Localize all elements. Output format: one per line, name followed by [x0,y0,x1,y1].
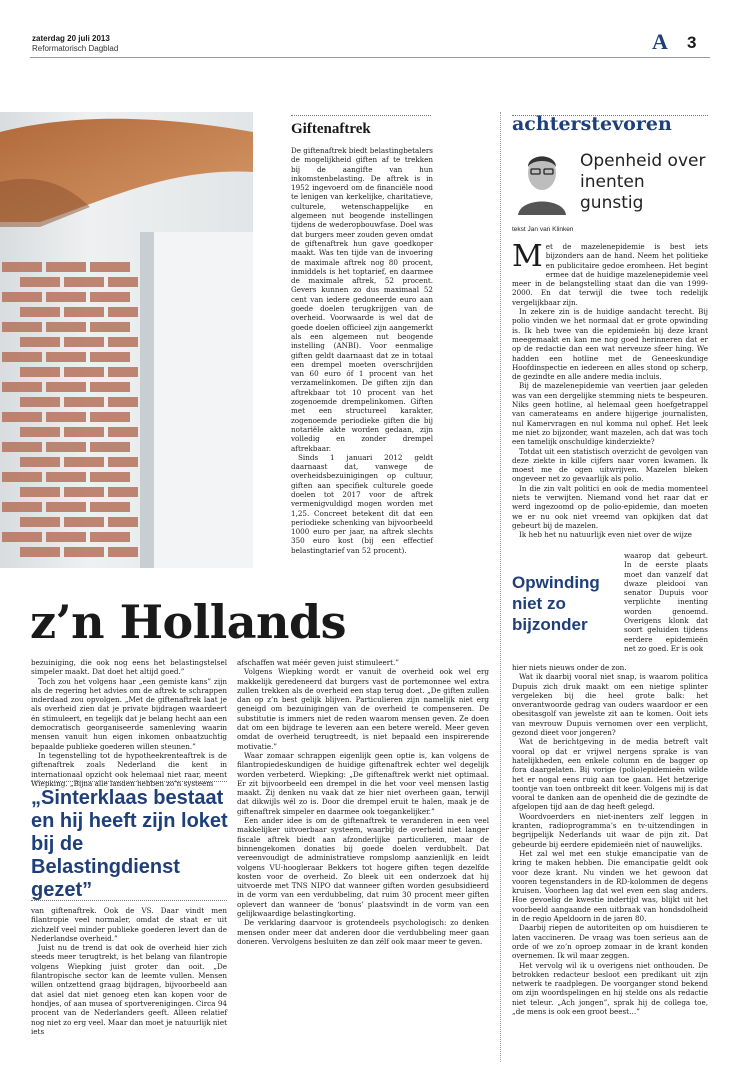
article-headline: z’n Hollands [30,595,346,649]
column-paragraph: Wat de berichtgeving in de media betreft valt vooral op dat er vrijwel nergens sprake is van hatelijkheden, een enkele column en de bagger op fora daargelaten. Bij vorige (polio)epidemieën wilde het er nogal eens ruig aan toe gaan. Het hetzerige toontje van toen ontbreekt dit keer. Volgens mij is dat vooral te danken aan de openheid die de gezindte de afgelopen tijd aan de dag heeft gelegd. [512,737,708,812]
article-paragraph: Een ander idee is om de giftenaftrek te veranderen in een veel makkelijker uitvoerbaar systeem, waarbij de overheid niet langer fiscale aftrek biedt aan afzonderlijke particulieren, maar de binnengekomen donaties bij goede doelen verdubbelt. Dat vereenvoudigt de administratieve rompslomp aanzienlijk en leidt volgens VU-hoogleraar Bekkers tot hogere giften tegen dezelfde kosten voor de overheid. Zo bleek uit een onderzoek dat hij uitvoerde met TNS NIPO dat wanneer giften worden gesubsidieerd in de vorm van een verdubbeling, dat ruim 30 procent meer giften oplevert dan wanneer de ‘bonus’ plaatsvindt in de vorm van een gelijkwaardige belastingkorting. [237,816,489,919]
article-column-1b [31,906,227,1036]
sidebar-paragraph: De giftenaftrek biedt belastingbetalers de mogelijkheid giften af te trekken bij de aangifte van hun inkomstenbelasting. De aftrek is in 1952 ingevoerd om de financiële nood te lenigen van kerkelijke, charitatieve, culturele, wetenschappelijke en algemeen nut beogende instellingen tijdens de wederopbouwfase. Doel was dat burgers meer zouden geven omdat de giftenaftrek hun gave goedkoper maakt. Was ten tijde van de invoering de maximale aftrek nog 80 procent, inmiddels is het toptarief, en daarmee de maximale aftrek, 52 procent. Gevers kunnen zo dus maximaal 52 cent van iedere gedoneerde euro aan goede doelen terugkrijgen van de overheid. Voorwaarde is wel dat de goede doelen officieel zijn aangemerkt als een algemeen nut beogende instelling (ANBI). Voor eenmalige giften geldt daarnaast dat ze in totaal een drempel moeten overschrijden van 60 euro óf 1 procent van het verzamelinkomen. De giften zijn dan aftrekbaar tot 10 procent van het zogenoemde drempelinkomen. Giften met een structureel karakter, zogenoemde periodieke giften die bij notariële akte worden gedaan, zijn volledig en zonder drempel aftrekbaar. [291,146,433,453]
column-paragraph: Wat ik daarbij vooral niet snap, is waarom politica Dupuis zich druk maakt om een nietige splinter vergeleken bij die heel grote balk: het onverantwoorde gedrag van ouders waardoor er een obesitasgolf van jewelste zit aan te komen. Ooit iets van mevrouw Dupuis vernomen over een verplicht, gezond dieet voor jongeren? [512,672,708,738]
article-column-2 [237,658,489,946]
section-logo: A [652,29,668,54]
pull-quote: „Sinterklaas bestaat en hij heeft zijn loket bij de Belastingdienst gezet” [31,787,228,901]
column-paragraph: Het vervolg wil ik u overigens niet onthouden. De betrokken redacteur besloot een predikant uit zijn netwerk te raadplegen. De voorganger stond bekend om zijn woordspelingen en hij stelde ons als redactie niet teleur. „Ach jongen”, sprak hij de collega toe, „de mens is ook een groot beest…” [512,960,708,1016]
column-paragraph: hier niets nieuws onder de zon. [512,663,627,672]
issue-date: zaterdag 20 juli 2013 [32,34,110,43]
column-byline: tekst Jan van Klinken [512,226,574,233]
column-body-top [512,239,708,540]
column-paragraph: Totdat uit een statistisch overzicht de gevolgen van deze ziekte in kille cijfers naar voren kwamen. Ik moest me de ogen uitwrijven. Mazelen bleken ongeveer net zo gevaarlijk als polio. [512,446,708,484]
column-paragraph: Ik heb het nu natuurlijk even niet over de wijze [519,530,692,540]
article-paragraph: Juist nu de trend is dat ook de overheid hier zich steeds meer terugtrekt, is het belang van filantropie volgens Wiepking juist groter dan ooit. „De filantropische sector kan de leemte vullen. Mensen willen ontzettend graag bijdragen, bijvoorbeeld aan dat asiel dat niet genoeg eten kan kopen voor de hondjes, of aan musea of sportverenigingen. Circa 94 procent van de Nederlanders geeft. Alleen relatief nog niet zo erg veel. Maar dan moet je natuurlijk niet iets [31,943,227,1036]
column-paragraph: waarop dat gebeurt. In de eerste plaats moet dan vanzelf dat dwaze pleidooi van senator Dupuis voor verplichte inenting worden genoemd. Overigens klonk dat soort geluiden tijdens eerdere epidemieën net zo goed. Er is ook [624,551,708,653]
article-paragraph: bezuiniging, die ook nog eens het belastingstelsel simpeler maakt. Dat doet het altijd goed.” [31,658,227,677]
article-column-1 [31,658,227,788]
column-section-title: achterstevoren [512,113,672,135]
sidebar-title: Giftenaftrek [291,121,371,137]
column-body-bottom [512,663,708,1016]
page-number: 3 [687,33,697,52]
article-photo [0,112,253,568]
publication-name: Reformatorisch Dagblad [32,44,119,53]
article-paragraph: van giftenaftrek. Ook de VS. Daar vindt men filantropie veel normaler, omdat de staat er uit zichzelf veel minder publieke goederen levert dan de Nederlandse overheid.” [31,906,227,943]
opinion-title: Openheid over inenten gunstig [580,151,706,213]
article-paragraph: Volgens Wiepking wordt er vanuit de overheid ook wel erg makkelijk geredeneerd dat burgers vast de portemonnee wel extra zullen trekken als de overheid een stap terug doet. „De giften zullen dan op z’n best gelijk blijven. Particulieren zijn namelijk niet erg geneigd om bezuinigingen van de overheid te compenseren. De substitutie is immers niet de reden waarom mensen geven. Ze doen dat om een bijdrage te leveren aan een betere wereld. Meer geven omdat de overheid terugtreedt, is niet bepaald een inspirerende motivatie.” [237,667,489,751]
column-paragraph: In die zin valt politici en ook de media momenteel niets te verwijten. Niemand vond het raar dat er werd ingezoomd op de polio-epidemie, dan moeten we er nu ook niet vreemd van opkijken dat dat gebeurt bij de mazelen. [512,483,708,530]
sidebar-top-rule [291,115,431,116]
column-paragraph: Daarbij riepen de autoriteiten op om huisdieren te laten vaccineren. De vraag was toen serieus aan de orde of we zo’n oproep zomaar in de krant konden overnemen. Ik wil maar zeggen. [512,923,708,961]
sidebar-paragraph: Sinds 1 januari 2012 geldt daarnaast dat, vanwege de overheidsbezuinigingen op cultuur, giften aan specifiek culturele goede doelen tot 2017 voor de aftrek vermenigvuldigd mogen worden met 1,25. Concreet betekent dit dat een periodieke schenking van bijvoorbeeld 1000 euro per jaar, na aftrek slechts 350 euro kost (bij een effectief belastingtarief van 52 procent). [291,452,433,555]
column-body-wrap [624,551,708,653]
header-rule [30,57,710,58]
article-paragraph: Toch zou het volgens haar „een gemiste kans” zijn als de regering het advies om de aftrek te schrappen inderdaad zou opvolgen. „Met de giftenaftrek laat je als overheid zien dat je private bijdragen waardeert én stimuleert, en tegelijk dat je belang hecht aan een democratisch georganiseerde samenleving waarin mensen vanuit hun eigen inkomen onbaatzuchtig bepaalde publieke goederen willen steunen.” [31,676,227,751]
column-paragraph: Woordvoerders en niet-inenters zelf leggen in kranten, radioprogramma’s en tv-uitzendingen in begrijpelijk Nederlands uit waar de pijn zit. Dat gebeurde bij eerdere epidemieën niet of nauwelijks. [512,811,708,849]
column-subhead: Opwinding niet zo bijzonder [512,573,600,634]
article-paragraph: Waar zomaar schrappen eigenlijk geen optie is, kan volgens de filantropiedeskundigen de huidige giftenaftrek echter wel degelijk worden verbeterd. Wiepking: „De giftenaftrek werkt niet optimaal. Er zit bijvoorbeeld een drempel in die het voor veel mensen lastig maakt. Zij denken nu vaak dat ze hier niet overheen gaan, terwijl dat dikwijls wél zo is. Door die drempel eruit te halen, maak je de giftenaftrek simpeler en daarmee ook toegankelijker.” [237,750,489,816]
article-paragraph: In tegenstelling tot de hypotheekrenteaftrek is de giftenaftrek zoals Nederland die kent in internationaal opzicht ook helemaal niet raar, meent Wiepking. „Bijna alle landen hebben zo’n systeem [31,750,227,788]
article-paragraph: afschaffen wat méér geven juist stimuleert.” [237,658,400,667]
pull-quote-top-rule [31,781,227,782]
author-portrait-image [512,145,572,215]
column-paragraph: In zekere zin is de huidige aandacht terecht. Bij polio vinden we het normaal dat er grote opwinding is. Ik heb twee van die epidemieën bij deze krant meegemaakt en kan me nog goed herinneren dat er op de redactie dan een wat nerveuze sfeer hing. We hadden een hotline met de Geneeskundige Hoofdinspectie en iedereen en alles stond op scherp, de gezindte en alle andere media incluis. [512,307,708,382]
column-paragraph: Bij de mazelenepidemie van veertien jaar geleden was van een dergelijke stemming niets te bespeuren. Niks geen hotline, al helemaal geen hoefgetrappel van camerateams en andere hijgerige journalisten, nul Kamervragen en nul komma nul ophef. Het leek me niet zo bijzonder, want mazelen, ach dat was toch een tamelijk onschuldige kinderziekte? [512,381,708,447]
column-paragraph: Het zal wel met een stukje emancipatie van de kring te maken hebben. Die emancipatie geldt ook voor deze krant. Nu vinden we het gewoon dat vooren tegenstanders in de RD-kolommen de degens kruisen. Voorheen lag dat wel even een slag anders. Hoe gevoelig de kwestie indertijd was, blijkt uit het voorbeeld aangaande een uitbraak van hondsdolheid in de regio Apeldoorn in de jaren 80. [512,848,708,924]
author-portrait [512,145,572,215]
article-paragraph: De verklaring daarvoor is grotendeels psychologisch: zo denken mensen onder meer dat anderen door die verdubbeling meer gaan doneren. Vervolgens besluiten ze dan zélf ook maar meer te geven. [237,918,489,946]
sidebar-body [291,146,433,555]
column-paragraph: et de mazelenepidemie is best iets bijzonders aan de hand. Neem het politieke en publicitaire gedoe eromheen. Het begint ermee dat de huidige mazelenepidemie veel meer in de belangstelling staat dan die van 1999-2000. En dat terwijl die twee toch redelijk vergelijkbaar zijn. [512,242,708,307]
pull-quote-bottom-rule [31,900,227,901]
photo-illustration [0,112,253,568]
column-divider [500,112,501,1062]
dropcap: M [512,239,543,274]
